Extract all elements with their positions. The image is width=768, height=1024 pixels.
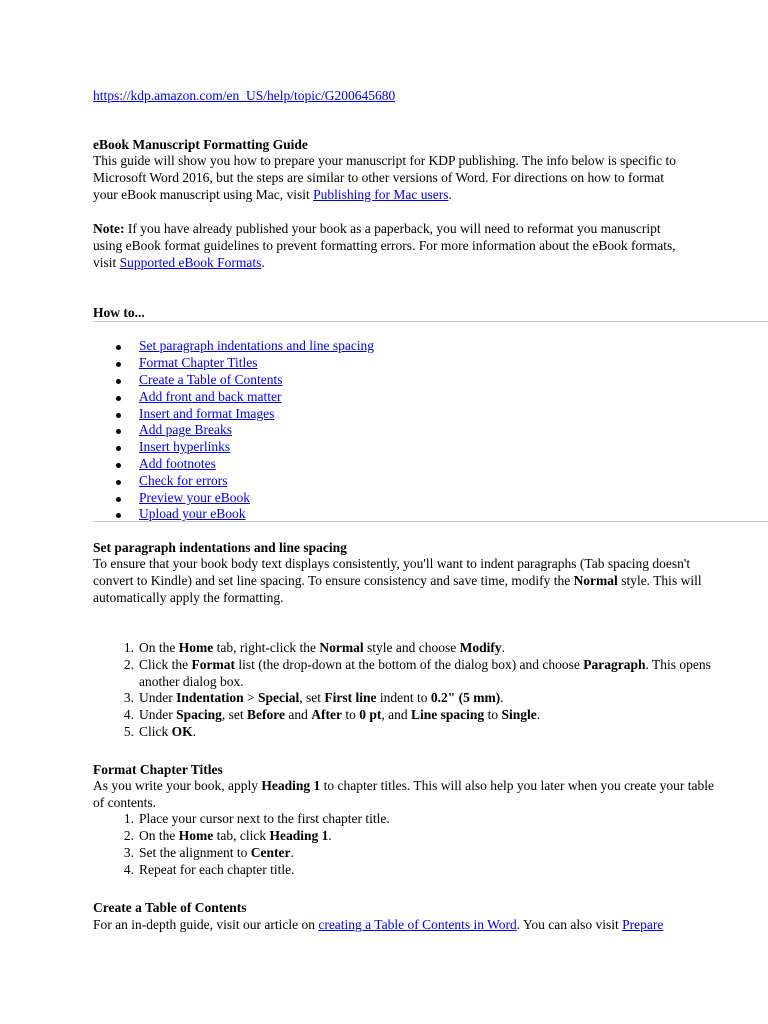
guide-title: eBook Manuscript Formatting Guide <box>93 137 308 152</box>
bullet-icon <box>116 379 121 384</box>
divider-bottom <box>93 521 768 522</box>
howto-link-upload[interactable]: Upload your eBook <box>139 506 246 521</box>
indent-step-4: Under Spacing, set Before and After to 0 pt, and Line spacing to Single. <box>139 707 541 722</box>
howto-link-preview[interactable]: Preview your eBook <box>139 490 250 505</box>
toc-in-word-link[interactable]: creating a Table of Contents in Word <box>318 917 517 932</box>
howto-link-hyperlinks[interactable]: Insert hyperlinks <box>139 439 231 454</box>
howto-link-chapter-titles[interactable]: Format Chapter Titles <box>139 355 258 370</box>
howto-link-page-breaks[interactable]: Add page Breaks <box>139 422 232 437</box>
source-url-link[interactable]: https://kdp.amazon.com/en_US/help/topic/G200645680 <box>93 88 396 103</box>
bullet-icon <box>116 446 121 451</box>
chapter-step-1: Place your cursor next to the first chapter title. <box>139 811 390 826</box>
mac-users-link[interactable]: Publishing for Mac users <box>313 187 449 202</box>
bullet-icon <box>116 480 121 485</box>
chapter-step-4: Repeat for each chapter title. <box>139 862 295 877</box>
section-chapter-heading: Format Chapter Titles <box>93 762 223 777</box>
step-number: 1. <box>123 811 134 826</box>
howto-link-indentation[interactable]: Set paragraph indentations and line spacing <box>139 338 375 353</box>
intro-line-1: This guide will show you how to prepare your manuscript for KDP publishing. The info below is specific to <box>93 153 677 168</box>
step-number: 4. <box>123 707 134 722</box>
intro-line-2: Microsoft Word 2016, but the steps are similar to other versions of Word. For directions on how to format <box>93 170 664 185</box>
chapter-para-line-1: As you write your book, apply Heading 1 to chapter titles. This will also help you later when you create your table <box>93 778 715 793</box>
howto-link-front-back-matter[interactable]: Add front and back matter <box>139 389 282 404</box>
note-line-3: visit Supported eBook Formats. <box>93 255 265 270</box>
step-number: 3. <box>123 845 134 860</box>
indent-step-5: Click OK. <box>139 724 197 739</box>
indent-para-line-2: convert to Kindle) and set line spacing. To ensure consistency and save time, modify the Normal style. This will <box>93 573 702 588</box>
indent-para-line-1: To ensure that your book body text displays consistently, you'll want to indent paragraphs (Tab spacing doesn't <box>93 556 691 571</box>
intro-line-3: your eBook manuscript using Mac, visit Publishing for Mac users. <box>93 187 452 202</box>
indent-para-line-3: automatically apply the formatting. <box>93 590 284 605</box>
supported-formats-link[interactable]: Supported eBook Formats <box>119 255 262 270</box>
bullet-icon <box>116 413 121 418</box>
bullet-icon <box>116 463 121 468</box>
bullet-icon <box>116 513 121 518</box>
howto-link-check-errors[interactable]: Check for errors <box>139 473 228 488</box>
note-line-1: Note: If you have already published your book as a paperback, you will need to reformat you manuscript <box>93 221 661 236</box>
howto-link-images[interactable]: Insert and format Images <box>139 406 275 421</box>
divider-top <box>93 321 768 322</box>
howto-link-footnotes[interactable]: Add footnotes <box>139 456 216 471</box>
chapter-step-2: On the Home tab, click Heading 1. <box>139 828 332 843</box>
section-indentation-heading: Set paragraph indentations and line spacing <box>93 540 347 555</box>
howto-heading: How to... <box>93 305 145 320</box>
step-number: 2. <box>123 657 134 672</box>
step-number: 5. <box>123 724 134 739</box>
step-number: 3. <box>123 690 134 705</box>
indent-step-1: On the Home tab, right-click the Normal style and choose Modify. <box>139 640 505 655</box>
bullet-icon <box>116 497 121 502</box>
note-line-2: using eBook format guidelines to prevent formatting errors. For more information about the eBook formats, <box>93 238 676 253</box>
indent-step-2-continuation: another dialog box. <box>139 674 244 689</box>
section-toc-heading: Create a Table of Contents <box>93 900 247 915</box>
bullet-icon <box>116 345 121 350</box>
bullet-icon <box>116 362 121 367</box>
step-number: 4. <box>123 862 134 877</box>
bullet-icon <box>116 429 121 434</box>
bullet-icon <box>116 396 121 401</box>
prepare-link[interactable]: Prepare <box>622 917 664 932</box>
step-number: 2. <box>123 828 134 843</box>
indent-step-3: Under Indentation > Special, set First line indent to 0.2" (5 mm). <box>139 690 504 705</box>
note-label: Note: <box>93 221 125 236</box>
indent-step-2: Click the Format list (the drop-down at the bottom of the dialog box) and choose Paragraph. This opens <box>139 657 711 672</box>
step-number: 1. <box>123 640 134 655</box>
toc-para-line-1: For an in-depth guide, visit our article on creating a Table of Contents in Word. You can also visit Prepare <box>93 917 664 932</box>
howto-link-toc[interactable]: Create a Table of Contents <box>139 372 283 387</box>
chapter-para-line-2: of contents. <box>93 795 156 810</box>
chapter-step-3: Set the alignment to Center. <box>139 845 294 860</box>
